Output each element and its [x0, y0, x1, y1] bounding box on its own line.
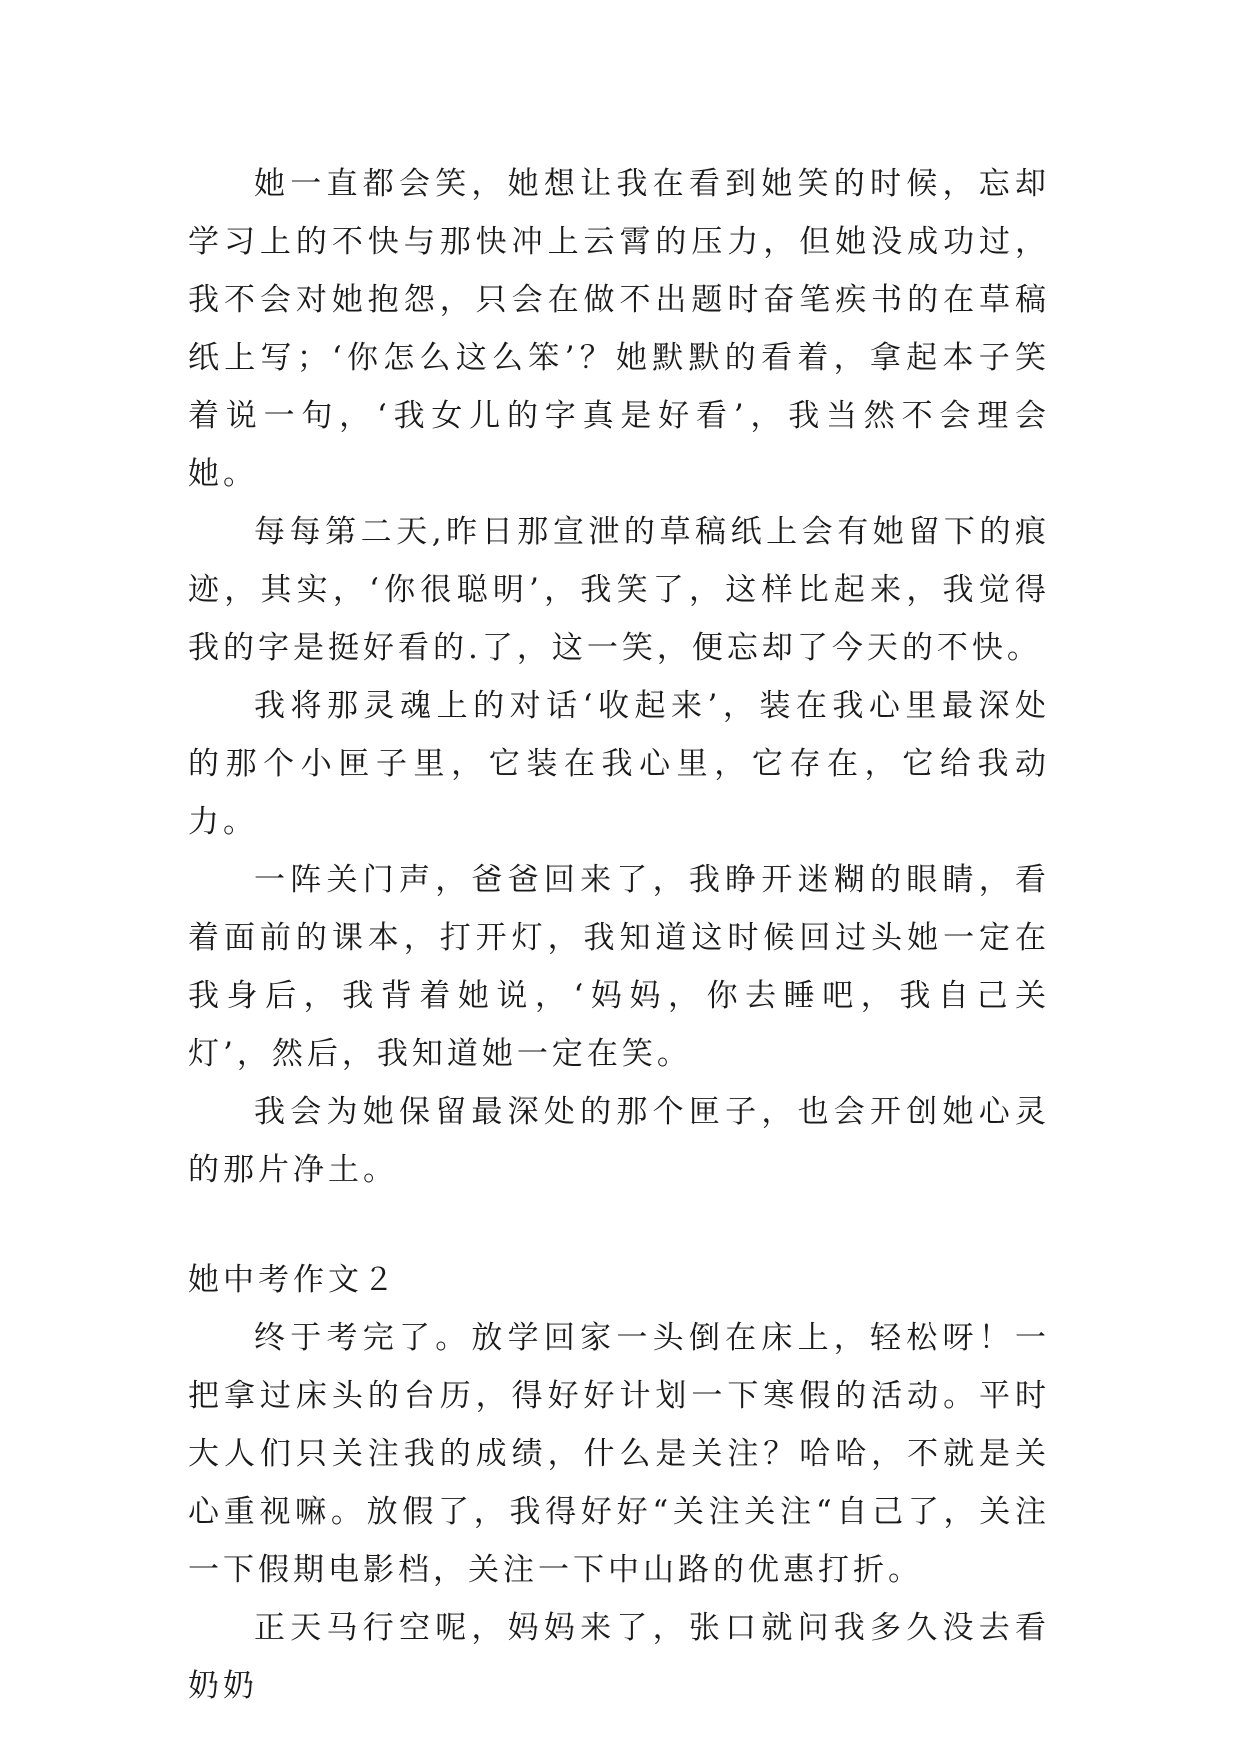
document-body: [188, 155, 1050, 1715]
paragraph: 她一直都会笑，她想让我在看到她笑的时候，忘却学习上的不快与那快冲上云霄的压力，但她没成功过，我不会对她抱怨，只会在做不出题时奋笔疾书的在草稿纸上写；‘你怎么这么笨’？她默默的看着，拿起本子笑着说一句，‘我女儿的字真是好看’，我当然不会理会她。: [188, 166, 1050, 492]
paragraph: 我将那灵魂上的对话‘收起来’，装在我心里最深处的那个小匣子里，它装在我心里，它存在，它给我动力。: [188, 688, 1050, 840]
section-heading: 她中考作文２: [188, 1262, 398, 1298]
paragraph: 每每第二天,昨日那宣泄的草稿纸上会有她留下的痕迹，其实，‘你很聪明’，我笑了，这样比起来，我觉得我的字是挺好看的.了，这一笑，便忘却了今天的不快。: [188, 514, 1050, 666]
paragraph: 一阵关门声，爸爸回来了，我睁开迷糊的眼睛，看着面前的课本，打开灯，我知道这时候回过头她一定在我身后，我背着她说，‘妈妈，你去睡吧，我自己关灯’，然后，我知道她一定在笑。: [188, 862, 1050, 1072]
paragraph: 正天马行空呢，妈妈来了，张口就问我多久没去看奶奶: [188, 1610, 1050, 1704]
paragraph: 我会为她保留最深处的那个匣子，也会开创她心灵的那片净土。: [188, 1094, 1050, 1188]
paragraph: 终于考完了。放学回家一头倒在床上，轻松呀！一把拿过床头的台历，得好好计划一下寒假的活动。平时大人们只关注我的成绩，什么是关注？哈哈，不就是关心重视嘛。放假了，我得好好“关注关注“自己了，关注一下假期电影档，关注一下中山路的优惠打折。: [188, 1320, 1050, 1588]
